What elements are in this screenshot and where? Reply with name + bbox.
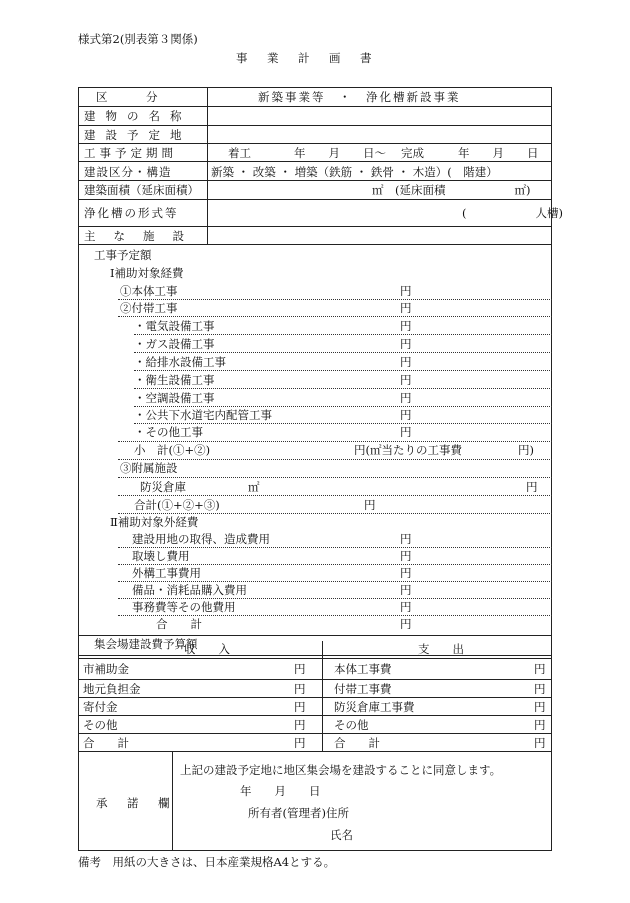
sub-item: ・衛生設備工事 — [134, 373, 215, 387]
expense-total: 合 計 — [334, 736, 380, 750]
section2: Ⅱ補助対象外経費 — [110, 515, 199, 529]
other-item-yen: 円 — [400, 549, 412, 563]
kubun-value: 新築事業等 ・ 浄化槽新設事業 — [258, 90, 461, 104]
income-yen: 円 — [294, 662, 306, 676]
sub-item: ・空調設備工事 — [134, 391, 215, 405]
label-area: 建築面積（延床面積） — [84, 183, 199, 197]
label-site: 建設予定地 — [84, 128, 192, 142]
subtotal-close: 円) — [518, 443, 534, 457]
income-item: 地元負担金 — [83, 682, 141, 696]
category-value: 新築 ・ 改築 ・ 増築（鉄筋 ・ 鉄骨 ・ 木造）( 階建） — [211, 165, 498, 179]
sub-item: ・電気設備工事 — [134, 319, 215, 333]
septic-value: ( 人槽) — [462, 206, 563, 220]
income-yen: 円 — [294, 682, 306, 696]
budget-heading: 工事予定額 — [94, 248, 152, 262]
label-septic: 浄化槽の形式等 — [84, 206, 179, 220]
income-item: その他 — [83, 718, 118, 732]
form-number: 様式第2(別表第３関係) — [78, 32, 198, 46]
income-item: 市補助金 — [83, 662, 129, 676]
page-title: 事 業 計 画 書 — [236, 51, 376, 65]
total-label: 合計(①+②+③) — [134, 498, 220, 512]
annex-label: ③附属施設 — [120, 461, 178, 475]
warehouse-label: 防災倉庫 — [140, 480, 186, 494]
other-item-yen: 円 — [400, 532, 412, 546]
sub-item-yen: 円 — [400, 425, 412, 439]
expense-yen: 円 — [534, 700, 546, 714]
other-item: 取壊し費用 — [132, 549, 190, 563]
warehouse-sqm: ㎡ — [248, 480, 260, 494]
footer-note: 備考 用紙の大きさは、日本産業規格A4とする。 — [78, 855, 336, 869]
total2-label: 合 計 — [156, 617, 202, 631]
consent-date: 年 月 日 — [240, 784, 321, 798]
sub-item: ・ガス設備工事 — [134, 337, 215, 351]
sub-item-yen: 円 — [400, 355, 412, 369]
expense-yen: 円 — [534, 662, 546, 676]
label-period: 工事予定期間 — [84, 146, 177, 160]
income-total: 合 計 — [83, 736, 129, 750]
expense-header: 支 出 — [418, 642, 464, 656]
income-yen: 円 — [294, 700, 306, 714]
other-item: 備品・消耗品購入費用 — [132, 583, 247, 597]
consent-text: 上記の建設予定地に地区集会場を建設することに同意します。 — [180, 763, 502, 777]
sub-item-yen: 円 — [400, 408, 412, 422]
period-ym2: 年 月 日 — [458, 146, 539, 160]
other-item-yen: 円 — [400, 583, 412, 597]
period-start: 着工 — [228, 146, 251, 160]
area-value: ㎡ (延床面積 ㎡) — [372, 183, 531, 197]
total-yen: 円 — [364, 498, 376, 512]
period-ym1: 年 月 日～ — [294, 146, 386, 160]
label-building-name: 建物の名称 — [84, 109, 192, 123]
period-done: 完成 — [401, 146, 424, 160]
assembly-heading: 集会場建設費予算額 — [94, 637, 198, 651]
expense-item: 本体工事費 — [334, 662, 392, 676]
consent-label: 承 諾 欄 — [96, 796, 174, 810]
subtotal-value: 円(㎡当たりの工事費 — [354, 443, 462, 457]
income-item: 寄付金 — [83, 700, 118, 714]
sub-work-yen: 円 — [400, 301, 412, 315]
income-total-yen: 円 — [294, 736, 306, 750]
label-category: 建設区分・構造 — [84, 165, 172, 179]
expense-total-yen: 円 — [534, 736, 546, 750]
total2-yen: 円 — [400, 617, 412, 631]
kubun-label: 区 分 — [96, 90, 159, 104]
other-item: 事務費等その他費用 — [132, 600, 236, 614]
main-work-label: ①本体工事 — [120, 284, 178, 298]
expense-yen: 円 — [534, 718, 546, 732]
consent-owner: 所有者(管理者)住所 — [248, 806, 349, 820]
main-work-yen: 円 — [400, 284, 412, 298]
other-item-yen: 円 — [400, 600, 412, 614]
expense-item: その他 — [334, 718, 369, 732]
sub-item-yen: 円 — [400, 373, 412, 387]
label-facilities: 主な施設 — [84, 229, 202, 243]
other-item: 外構工事費用 — [132, 566, 201, 580]
expense-item: 付帯工事費 — [334, 682, 392, 696]
sub-item: ・その他工事 — [134, 425, 203, 439]
income-header: 収 入 — [184, 642, 230, 656]
section1: Ⅰ補助対象経費 — [110, 266, 184, 280]
income-yen: 円 — [294, 718, 306, 732]
warehouse-yen: 円 — [526, 480, 538, 494]
sub-item-yen: 円 — [400, 319, 412, 333]
top-divider — [207, 87, 208, 244]
sub-item: ・給排水設備工事 — [134, 355, 226, 369]
expense-item: 防災倉庫工事費 — [334, 700, 415, 714]
sub-item: ・公共下水道宅内配管工事 — [134, 408, 272, 422]
sub-item-yen: 円 — [400, 337, 412, 351]
consent-name: 氏名 — [330, 828, 353, 842]
sub-work-label: ②付帯工事 — [120, 301, 178, 315]
subtotal-label: 小 計(①+②) — [134, 443, 211, 457]
other-item-yen: 円 — [400, 566, 412, 580]
sub-item-yen: 円 — [400, 391, 412, 405]
expense-yen: 円 — [534, 682, 546, 696]
other-item: 建設用地の取得、造成費用 — [132, 532, 270, 546]
